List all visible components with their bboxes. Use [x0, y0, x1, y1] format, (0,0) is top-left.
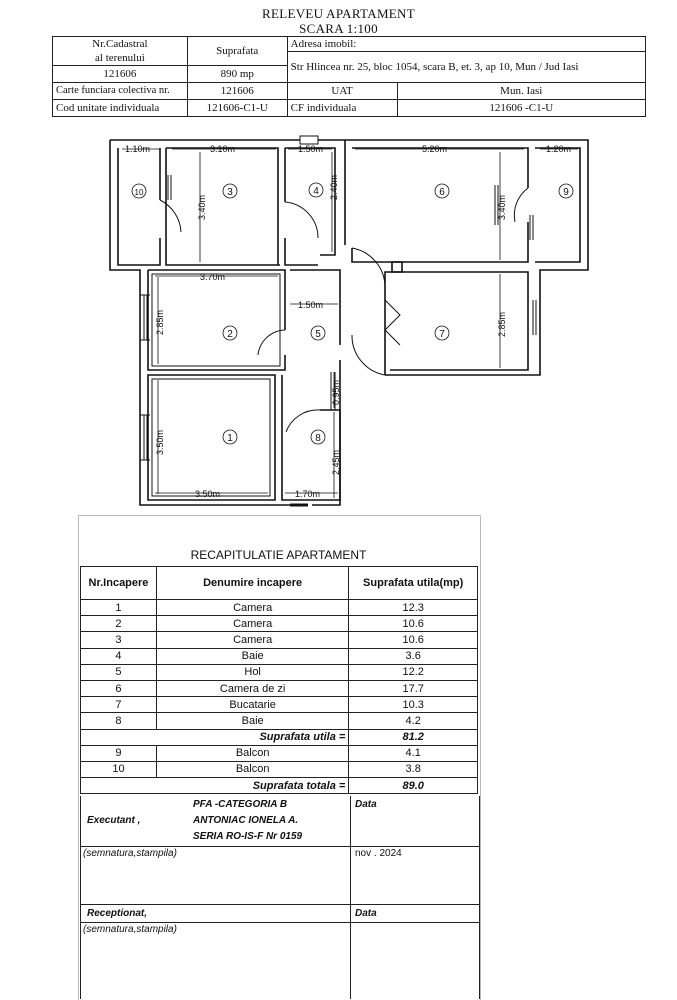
summary-table — [80, 566, 478, 794]
executant-label: Executant , — [87, 815, 141, 826]
table-row — [81, 648, 478, 664]
table-row — [81, 697, 478, 713]
table-cell: 1 — [81, 600, 157, 616]
table-cell: Hol — [156, 664, 348, 680]
cadastral-label-2: al terenului — [53, 52, 188, 66]
dim-label: 1.10m — [125, 144, 151, 154]
cadastral-label-1: Nr.Cadastral — [92, 38, 148, 51]
uat-label: UAT — [287, 82, 397, 99]
cadastral-header-table — [52, 36, 646, 117]
table-cell: Bucatarie — [156, 697, 348, 713]
unit-value: 121606-C1-U — [187, 99, 287, 116]
signature-block — [80, 796, 480, 999]
room-number: 10 — [134, 188, 144, 197]
data-label-2: Data — [355, 908, 377, 919]
document-title: RELEVEU APARTAMENT — [262, 6, 415, 21]
table-cell: 4.2 — [349, 713, 478, 729]
table-cell: 2 — [81, 616, 157, 632]
table-row — [81, 680, 478, 696]
executant-line-1: PFA -CATEGORIA B — [193, 799, 288, 810]
cadastral-label-cell — [53, 37, 188, 52]
surface-value: 890 mp — [187, 65, 287, 82]
table-cell: 12.2 — [349, 664, 478, 680]
table-cell: Baie — [156, 713, 348, 729]
table-row — [81, 761, 478, 777]
table-cell: 10 — [81, 761, 157, 777]
dim-label: 2.85m — [497, 311, 507, 337]
table-cell: 6 — [81, 680, 157, 696]
table-row — [81, 600, 478, 616]
table-cell: 8 — [81, 713, 157, 729]
dim-label: 3.40m — [497, 194, 507, 220]
col-header-name: Denumire incapere — [156, 567, 348, 600]
room-number: 9 — [563, 187, 569, 198]
sign-label-2: (semnatura,stampila) — [83, 924, 177, 935]
dim-label: 3.50m — [155, 429, 165, 455]
data-label: Data — [355, 799, 377, 810]
table-cell: Balcon — [156, 745, 348, 761]
table-cell: 17.7 — [349, 680, 478, 696]
useful-spacer — [81, 729, 157, 745]
table-cell: 12.3 — [349, 600, 478, 616]
table-row — [81, 745, 478, 761]
table-row — [81, 713, 478, 729]
cadastral-value: 121606 — [53, 65, 188, 82]
dim-label: 1.50m — [298, 300, 324, 310]
uat-value: Mun. Iasi — [397, 82, 645, 99]
dim-label: 0.95m — [331, 379, 341, 405]
scale-label: SCARA 1:100 — [299, 21, 378, 36]
receptionat-label: Receptionat, — [87, 908, 148, 919]
room-number: 5 — [315, 329, 321, 340]
table-cell: 9 — [81, 745, 157, 761]
table-cell: 10.6 — [349, 616, 478, 632]
cf-individual-label: CF individuala — [287, 99, 397, 116]
table-cell: 3.6 — [349, 648, 478, 664]
table-cell: 4.1 — [349, 745, 478, 761]
surface-label: Suprafata — [187, 37, 287, 66]
room-number: 7 — [439, 329, 445, 340]
dim-label: 2.85m — [155, 309, 165, 335]
total-label: Suprafata totala = — [156, 778, 348, 794]
table-cell: Camera — [156, 632, 348, 648]
dim-label: 1.20m — [546, 144, 572, 154]
table-cell: 4 — [81, 648, 157, 664]
sign-label: (semnatura,stampila) — [83, 848, 177, 859]
unit-label: Cod unitate individuala — [53, 99, 188, 116]
dim-label: 2.45m — [331, 449, 341, 475]
col-header-area: Suprafata utila(mp) — [349, 567, 478, 600]
table-cell: Camera — [156, 616, 348, 632]
table-row — [81, 664, 478, 680]
table-cell: 3.8 — [349, 761, 478, 777]
executant-line-2: ANTONIAC IONELA A. — [193, 815, 299, 826]
room-number: 4 — [313, 186, 319, 197]
table-row — [81, 632, 478, 648]
room-number: 8 — [315, 433, 321, 444]
summary-title: RECAPITULATIE APARTAMENT — [190, 548, 367, 562]
executant-line-3: SERIA RO-IS-F Nr 0159 — [193, 831, 303, 842]
table-cell: Camera de zi — [156, 680, 348, 696]
table-cell: 7 — [81, 697, 157, 713]
total-spacer — [81, 778, 157, 794]
dim-label: 1.50m — [298, 144, 324, 154]
room-number: 3 — [227, 187, 233, 198]
total-value: 89.0 — [349, 778, 478, 794]
room-number: 2 — [227, 329, 233, 340]
address-value: Str Hlincea nr. 25, bloc 1054, scara B, et. 3, ap 10, Mun / Jud Iasi — [287, 52, 645, 83]
useful-value: 81.2 — [349, 729, 478, 745]
room-number: 6 — [439, 187, 445, 198]
dim-label: 3.70m — [200, 272, 226, 282]
address-label: Adresa imobil: — [287, 37, 645, 52]
dim-label: 1.70m — [295, 489, 321, 499]
dim-label: 2.40m — [329, 174, 339, 200]
cf-individual-value: 121606 -C1-U — [397, 99, 645, 116]
table-cell: Baie — [156, 648, 348, 664]
table-cell: 10.6 — [349, 632, 478, 648]
cf-value: 121606 — [187, 82, 287, 99]
dim-label: 5.20m — [422, 144, 448, 154]
table-row — [81, 616, 478, 632]
date-value: nov . 2024 — [355, 848, 402, 859]
table-cell: 3 — [81, 632, 157, 648]
dim-label: 3.10m — [210, 144, 236, 154]
col-header-nr: Nr.Incapere — [81, 567, 157, 600]
dim-label: 3.40m — [197, 194, 207, 220]
dim-label: 3.50m — [195, 489, 221, 499]
cf-label: Carte funciara colectiva nr. — [53, 82, 188, 99]
table-cell: Balcon — [156, 761, 348, 777]
room-number: 1 — [227, 433, 233, 444]
table-cell: Camera — [156, 600, 348, 616]
useful-label: Suprafata utila = — [156, 729, 348, 745]
table-cell: 10.3 — [349, 697, 478, 713]
table-cell: 5 — [81, 664, 157, 680]
floor-plan — [0, 128, 677, 513]
